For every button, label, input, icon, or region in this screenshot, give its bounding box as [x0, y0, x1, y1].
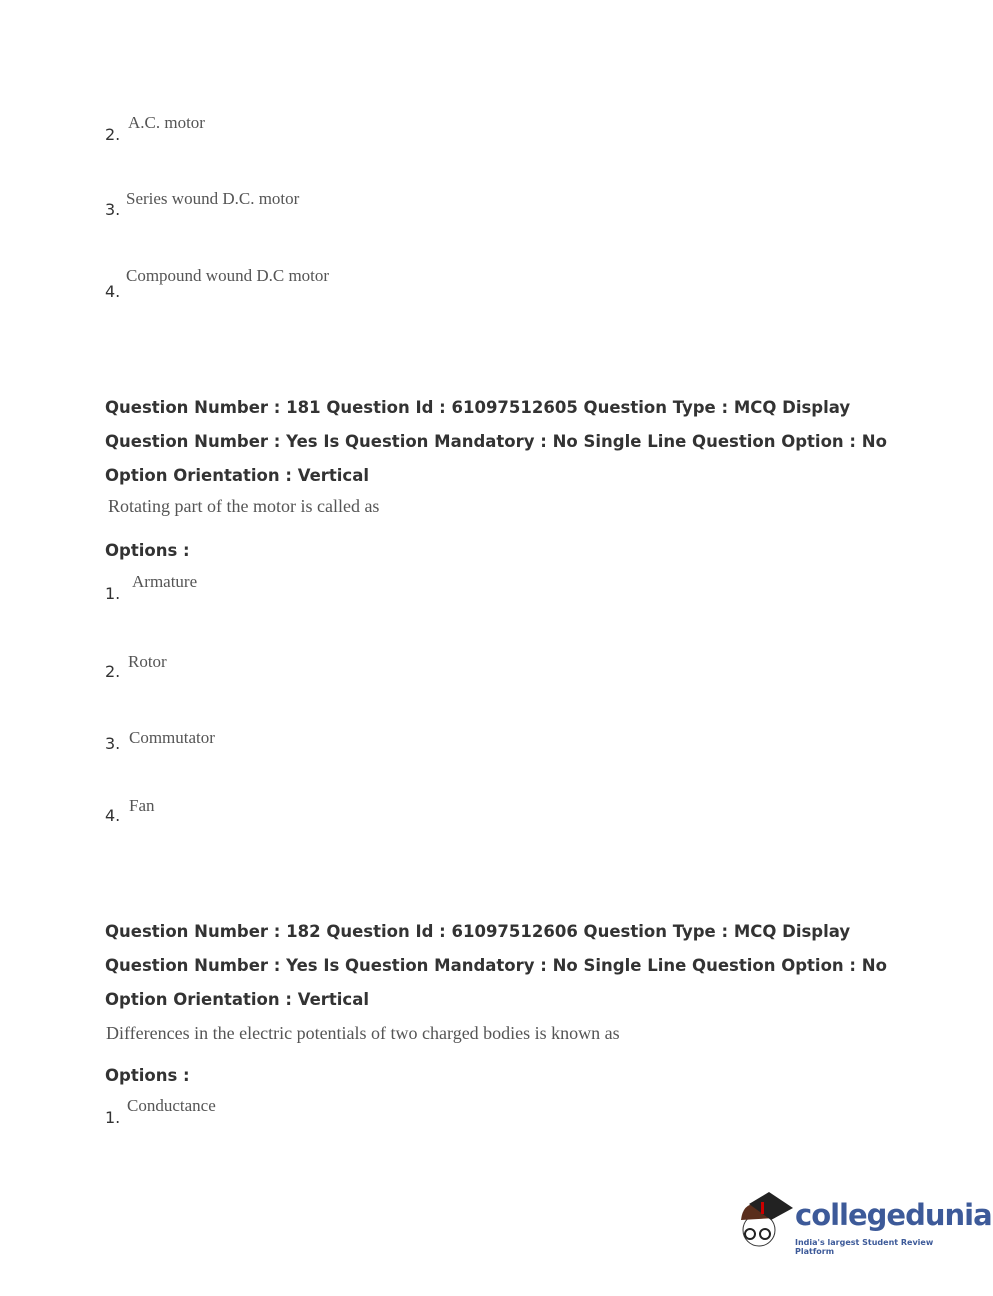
- collegedunia-logo: [735, 1190, 992, 1258]
- option-text: Fan: [129, 796, 155, 815]
- option-number: 1.: [105, 584, 121, 603]
- mascot-icon: [735, 1190, 793, 1258]
- options-label: Options :: [105, 541, 190, 560]
- option-text: Rotor: [128, 652, 167, 671]
- question-181-text: Rotating part of the motor is called as: [108, 496, 380, 516]
- option-text: A.C. motor: [128, 113, 205, 132]
- option-text: Compound wound D.C motor: [126, 266, 330, 285]
- question-182-header: Question Number : 182 Question Id : 61097512606 Question Type : MCQ Display Question Number : Yes Is Question Mandatory : No Single Line Question Option : No Option Orientation : Vertical: [105, 922, 887, 1009]
- option-number: 4.: [105, 282, 121, 301]
- question-182-text: Differences in the electric potentials of two charged bodies is known as: [106, 1023, 620, 1043]
- option-number: 3.: [105, 200, 121, 219]
- option-number: 2.: [105, 125, 121, 144]
- option-number: 2.: [105, 662, 121, 681]
- option-number: 3.: [105, 734, 121, 753]
- option-text: Commutator: [129, 728, 215, 747]
- logo-brand: collegedunia: [795, 1198, 992, 1232]
- option-number: 1.: [105, 1108, 121, 1127]
- option-number: 4.: [105, 806, 121, 825]
- option-text: Series wound D.C. motor: [126, 189, 300, 208]
- logo-tagline: India's largest Student Review Platform: [795, 1238, 934, 1256]
- option-text: Armature: [132, 572, 198, 591]
- options-label: Options :: [105, 1066, 190, 1085]
- question-181-header: Question Number : 181 Question Id : 61097512605 Question Type : MCQ Display Question Number : Yes Is Question Mandatory : No Single Line Question Option : No Option Orientation : Vertical: [105, 398, 887, 485]
- option-text: Conductance: [127, 1096, 216, 1115]
